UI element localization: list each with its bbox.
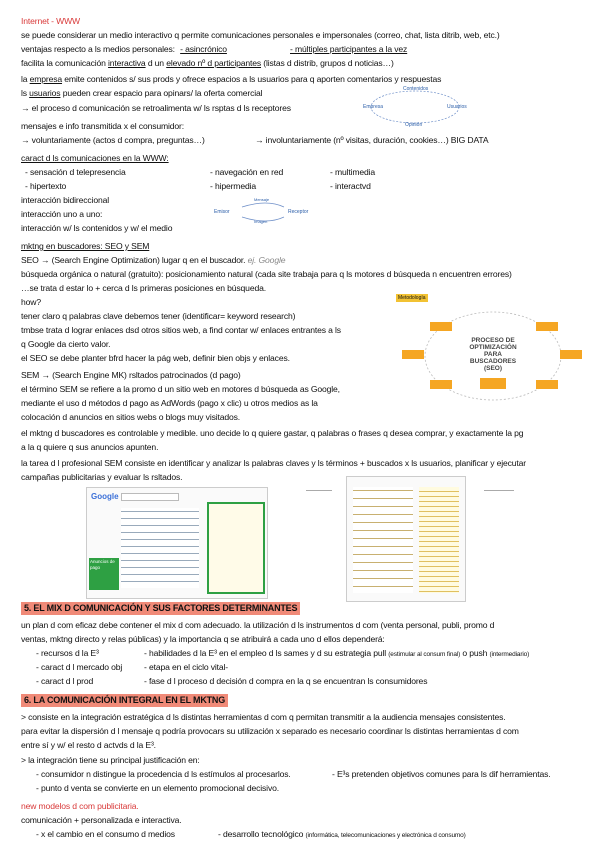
text-line: el mktng d buscadores es controlable y medible. uno decide lo q quiere gastar, q palabras o frases q desea comprar, y exactamente la pg xyxy=(21,428,524,438)
list-item: - sensación d telepresencia xyxy=(25,167,126,177)
text-line: q Google da cierto valor. xyxy=(21,339,111,349)
text-line: → voluntariamente (actos d compra, preguntas…) xyxy=(21,135,205,145)
list-item: - desarrollo tecnológico (informática, telecomunicaciones y electrónica d consumo) xyxy=(218,829,466,839)
text-line: para evitar la dispersión d l mensaje q podría provocars su utilización x separado es necesario coordinar ls distintas herramientas d com xyxy=(21,726,519,736)
paid-results-box xyxy=(207,502,265,594)
list-item: - consumidor n distingue la procedencia d ls estímulos al procesarlos. xyxy=(36,769,291,779)
list-item: - habilidades d la E³ en el empleo d ls sames y d su estrategia pull (estimular al consum final) o push (intermediario) xyxy=(144,648,530,658)
text-fragment: → involuntariamente (nº visitas, duración, cookies…) BIG DATA xyxy=(255,135,489,145)
sender-receiver-diagram xyxy=(212,197,322,227)
diagram-label: Opinión xyxy=(405,122,423,128)
text-line: el SEO se debe planter bfrd hacer la pág web, definir bien objs y enlaces. xyxy=(21,353,290,363)
diagram-label: Usuarios xyxy=(447,104,467,110)
diagram-label: Receptor xyxy=(288,209,309,215)
ads-label: Anuncios de pago xyxy=(89,558,119,590)
section-title-internet: Internet - WWW xyxy=(21,16,81,26)
text-line: facilita la comunicación interactiva d un elevado nº d participantes (listas d distrib, grupos d noticias…) xyxy=(21,58,394,68)
text-line: tmbse trata d lograr enlaces dsd otros sitios web, a find contar w/ enlaces entrantes a ls xyxy=(21,325,341,335)
list-item: - interactvd xyxy=(330,181,371,191)
text-line: la tarea d l profesional SEM consiste en identificar y analizar ls palabras claves y ls términos + buscados x ls usuarios, planificar y ejecutar xyxy=(21,458,527,468)
list-item: - punto d venta se convierte en un elemento promocional decisivo. xyxy=(36,783,279,793)
text-line: mensajes e info transmitida x el consumidor: xyxy=(21,121,184,131)
text-line: la empresa emite contenidos s/ sus prods y ofrece espacios a ls usuarios para q aporten comentarios y respuestas xyxy=(21,74,442,84)
search-box xyxy=(121,493,179,501)
seo-process-graphic xyxy=(396,294,586,410)
text-line: comunicación + personalizada e interactiva. xyxy=(21,815,182,825)
list-item: - hipermedia xyxy=(210,181,256,191)
text-line: ventajas respecto a ls medios personales: - asincrónico xyxy=(21,44,227,54)
organic-results xyxy=(121,508,199,588)
diagram-label: Contenidos xyxy=(403,86,429,92)
text-line: interacción uno a uno: xyxy=(21,209,103,219)
google-logo: Google xyxy=(91,492,119,501)
text-line: SEO → (Search Engine Optimization) lugar q en el buscador. ej. Google xyxy=(21,255,286,265)
list-item: - navegación en red xyxy=(210,167,284,177)
text-line: mediante el uso d métodos d pago as AdWords (pago x clic) u otros medios as la xyxy=(21,398,318,408)
screenshot-caption-lines xyxy=(484,484,524,514)
diagram-label: Empresa xyxy=(363,104,384,110)
text-line: …se trata d estar lo + cerca d ls primeras posiciones en búsqueda. xyxy=(21,283,266,293)
google-results-screenshot xyxy=(86,487,268,599)
list-item: - multimedia xyxy=(330,167,375,177)
text-line: tener claro q palabras clave debemos tener (identificar= keyword research) xyxy=(21,311,296,321)
text-line: campañas publicitarias y evaluar ls rsltados. xyxy=(21,472,183,482)
results-list xyxy=(353,487,413,593)
section-header-5: 5. EL MIX D COMUNICACIÓN Y SUS FACTORES DETERMINANTES xyxy=(21,602,300,615)
text-line: > consiste en la integración estratégica d ls distintas herramientas d com q permitan transmitir a la audiencia mensajes consistentes. xyxy=(21,712,506,722)
communication-cycle-diagram xyxy=(355,84,475,130)
list-item: - caract d l mercado obj xyxy=(36,662,123,672)
section-header-6: 6. LA COMUNICACIÓN INTEGRAL EN EL MKTNG xyxy=(21,694,228,707)
text-line: ventas, mktng directo y relas públicas) y la importancia q se atribuirá a cada uno d ellos dependerá: xyxy=(21,634,385,644)
search-results-screenshot-2 xyxy=(346,476,466,602)
list-item: - hipertexto xyxy=(25,181,67,191)
list-item: - recursos d la E³ xyxy=(36,648,99,658)
graphic-label: Metodología xyxy=(398,295,426,301)
subsection-title: new modelos d com publicitaria. xyxy=(21,801,139,811)
text-line: → el proceso d comunicación se retroalimenta w/ ls rsptas d ls receptores xyxy=(21,103,291,113)
text-line: un plan d com eficaz debe contener el mix d com adecuado. la utilización d ls instrumentos d com (venta personal, publi, promo d xyxy=(21,620,495,630)
text-line: interacción w/ ls contenidos y w/ el medio xyxy=(21,223,173,233)
text-line: entre sí y w/ el resto d actvds d la E³. xyxy=(21,740,156,750)
text-line: se puede considerar un medio interactivo q permite comunicaciones personales e impersonales (correo, chat, lista ditrib, web, etc.) xyxy=(21,30,500,40)
subsection-title: mktng en buscadores: SEO y SEM xyxy=(21,241,150,251)
list-item: - fase d l proceso d decisión d compra en la q se encuentran ls consumidores xyxy=(144,676,428,686)
list-item: - caract d l prod xyxy=(36,676,94,686)
list-item: - x el cambio en el consumo d medios xyxy=(36,829,175,839)
text-line: > la integración tiene su principal justificación en: xyxy=(21,755,200,765)
list-item: - E³s pretenden objetivos comunes para ls dif herramientas. xyxy=(332,769,551,779)
text-line: búsqueda orgánica o natural (gratuito): posicionamiento natural (cada site trabaja para q ls motores d búsqueda n encuentren errores) xyxy=(21,269,512,279)
diagram-label: Imagen xyxy=(254,219,268,224)
text-fragment: - múltiples participantes a la vez xyxy=(290,44,408,54)
seo-graphic-title: PROCESO DE OPTIMIZACIÓN PARA BUSCADORES (SEO) xyxy=(469,337,517,372)
text-line: caract d ls comunicaciones en la WWW: xyxy=(21,153,169,163)
ads-column xyxy=(419,487,459,593)
screenshot-caption-lines xyxy=(306,484,336,504)
diagram-label: Mensaje xyxy=(254,197,270,202)
text-line: SEM → (Search Engine MK) rsltados patrocinados (d pago) xyxy=(21,370,241,380)
list-item: - etapa en el ciclo vital- xyxy=(144,662,228,672)
text-line: interacción bidireccional xyxy=(21,195,109,205)
diagram-label: Emisor xyxy=(214,209,230,215)
text-line: a la q quiere q sus anuncios apunten. xyxy=(21,442,159,452)
text-line: colocación d anuncios en sitios webs o blogs muy visitados. xyxy=(21,412,241,422)
text-line: el término SEM se refiere a la promo d un sitio web en motores d búsqueda as Google, xyxy=(21,384,340,394)
text-line: how? xyxy=(21,297,41,307)
text-line: ls usuarios pueden crear espacio para opinars/ la oferta comercial xyxy=(21,88,263,98)
